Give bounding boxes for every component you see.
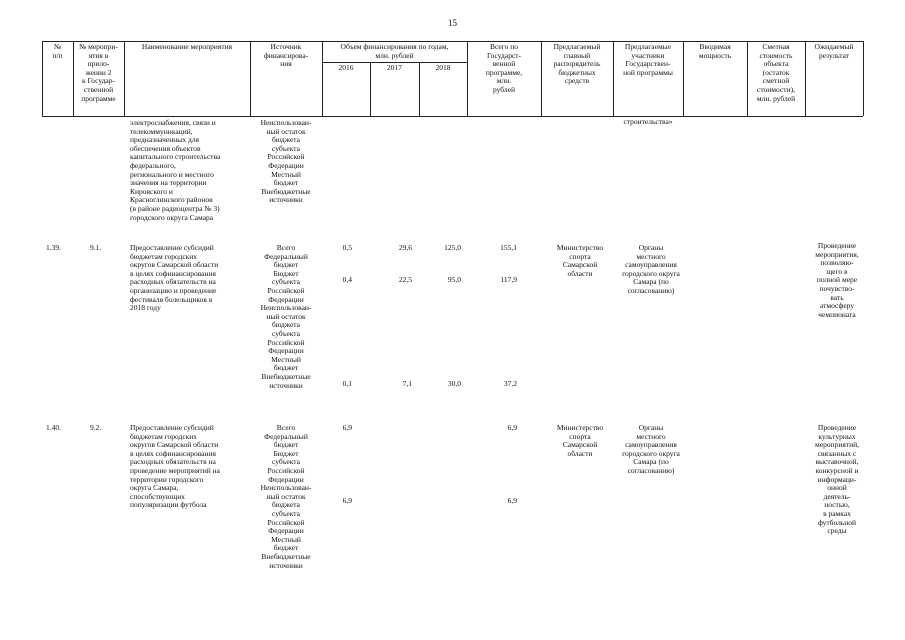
value-2016-subject: 0,4	[342, 275, 352, 284]
row-chief-manager: Министерство спорта Самарской области	[556, 243, 604, 278]
value-sum-total: 6,9	[507, 423, 517, 432]
header-expected-result: Ожидаемый результат	[814, 42, 854, 60]
carryover-participants: строительства»	[623, 117, 673, 126]
header-program-measure-num: № меропри- ятия в прило- жении 2 к Государ- ственной программе	[79, 42, 118, 103]
row-num: 1.39.	[46, 243, 61, 252]
value-2016-unused: 6,9	[342, 496, 352, 505]
value-2016-local: 0,1	[342, 379, 352, 388]
row-expected-result: Проведение культурных мероприятий, связанных с выставочной, конкурсной и информаци- онной деятель- ностью, в рамках футбольной среды	[815, 423, 859, 536]
row-measure-name: Предоставление субсидий бюджетам городских округов Самарской области в целях софинансирования расходных обязательств на проведение мероприятий на территории городского округа Самара, способствующих популяризации футбола	[130, 423, 220, 510]
header-participants: Предлагаемые участники Государствен- ной программы	[623, 42, 673, 77]
row-program-measure-num: 9.1.	[90, 243, 102, 252]
header-year-2018: 2018	[435, 63, 451, 72]
header-measure-name: Наименование мероприятия	[141, 42, 233, 51]
value-2016-total: 0,5	[342, 243, 352, 252]
header-total: Всего по Государст- венной программе, млн. рублей	[485, 42, 523, 94]
table-header-bottom-border	[42, 116, 863, 117]
header-year-2017: 2017	[387, 63, 402, 72]
header-num: № п/п	[52, 42, 63, 60]
row-participants: Органы местного самоуправления городского округа Самара (по согласованию)	[622, 423, 680, 475]
value-2017-subject: 22,5	[398, 275, 412, 284]
row-measure-name: Предоставление субсидий бюджетам городских округов Самарской области в целях софинансирования расходных обязательств на организацию и проведение фестиваля болельщиков в 2018 году	[130, 243, 219, 313]
row-num: 1.40.	[46, 423, 61, 432]
value-2018-total: 125,0	[444, 243, 461, 252]
page-number: 15	[448, 18, 457, 28]
row-expected-result: Проведение мероприятия, позволяю- щего в полной мере почувство- вать атмосферу чемпионата	[815, 241, 859, 319]
value-2018-local: 30,0	[447, 379, 461, 388]
value-2018-subject: 95,0	[447, 275, 461, 284]
value-sum-total: 155,1	[500, 243, 517, 252]
column-divider	[863, 41, 864, 116]
value-2017-total: 29,6	[398, 243, 412, 252]
carryover-measure-name: электроснабжения, связи и телекоммуникаций, предназначенных для обеспечения объектов капитального строительства федерального, регионального и местного значения на территории Кировского и Красноглинского районов (в районе радиоцентра № 3) городского округа Самара	[130, 118, 221, 222]
row-funding-sources: Всего Федеральный бюджет Бюджет субъекта Российской Федерации Неиспользован- ный остаток бюджета субъекта Российской Федерации Местный бюджет Внебюджетные источники	[260, 243, 312, 390]
header-funding-source: Источник финансирова- ния	[263, 42, 309, 69]
value-2016-total: 6,9	[342, 423, 352, 432]
value-sum-subject: 117,9	[500, 275, 517, 284]
value-sum-unused: 6,9	[507, 496, 517, 505]
carryover-funding-source: Неиспользован- ный остаток бюджета субъекта Российской Федерации Местный бюджет Внебюджетные источники	[260, 118, 312, 205]
row-funding-sources: Всего Федеральный бюджет Бюджет субъекта Российской Федерации Неиспользован- ный остаток бюджета субъекта Российской Федерации Местный бюджет Внебюджетные источники	[260, 423, 312, 570]
header-funding-volume: Объем финансирования по годам, млн. рублей	[340, 42, 449, 60]
row-participants: Органы местного самоуправления городского округа Самара (по согласованию)	[622, 243, 680, 295]
header-estimated-cost: Сметная стоимость объекта (остаток сметной стоимости), млн. рублей	[756, 42, 796, 103]
header-capacity: Вводимая мощность	[698, 42, 732, 60]
row-program-measure-num: 9.2.	[90, 423, 102, 432]
header-chief-manager: Предлагаемый главный распорядитель бюджетных средств	[553, 42, 601, 86]
column-divider	[124, 41, 125, 116]
value-2017-local: 7,1	[402, 379, 412, 388]
header-year-2016: 2016	[338, 63, 354, 72]
value-sum-local: 37,2	[503, 379, 517, 388]
row-chief-manager: Министерство спорта Самарской области	[556, 423, 604, 458]
